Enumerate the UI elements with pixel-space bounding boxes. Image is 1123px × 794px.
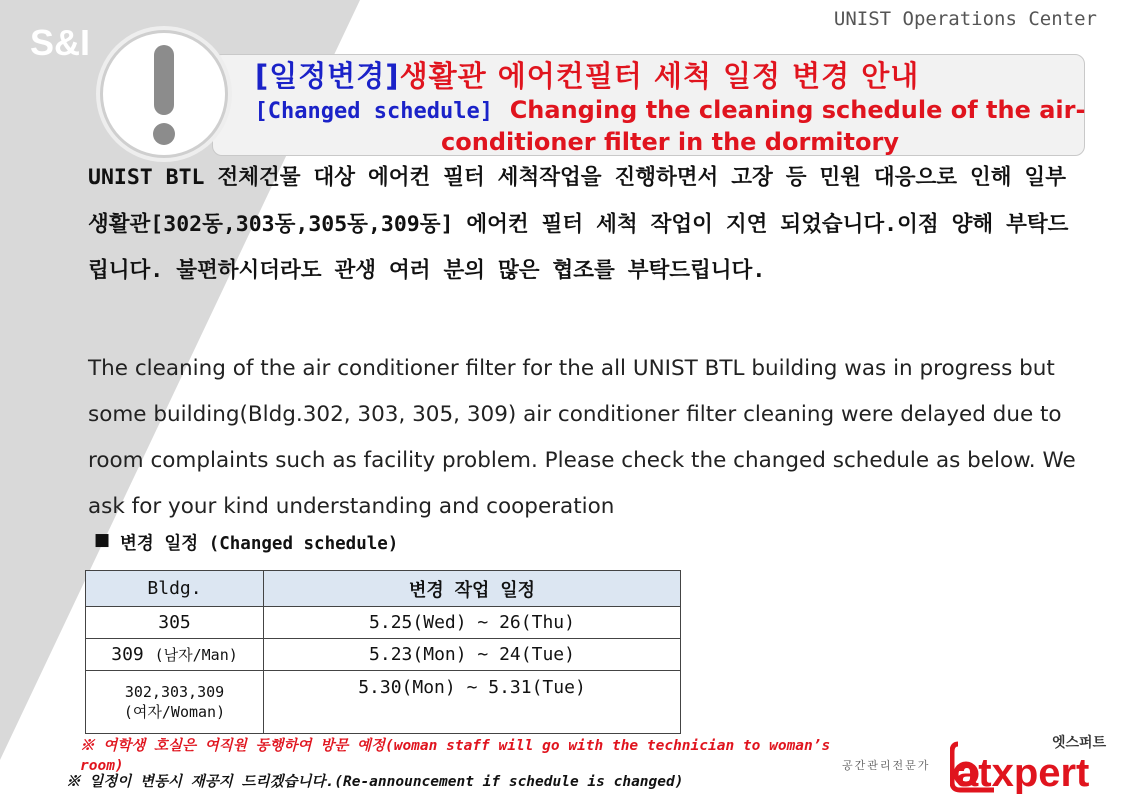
page-title-korean — [255, 54, 1055, 95]
table-header-row — [86, 571, 681, 607]
exclamation-icon — [100, 30, 228, 158]
bldg-cell — [86, 671, 264, 734]
square-bullet-icon: ■ — [94, 530, 111, 550]
table-row — [86, 639, 681, 671]
schedule-cell: 5.30(Mon) ~ 5.31(Tue) — [264, 671, 681, 734]
schedule-cell: 5.25(Wed) ~ 26(Thu) — [264, 607, 681, 639]
notice-body-korean: UNIST BTL 전체건물 대상 에어컨 필터 세척작업을 진행하면서 고장 등 민원 대응으로 인해 일부 생활관[302동,303동,305동,309동] 에어컨 필터 세척 작업이 지연 되었습니다.이점 양해 부탁드립니다. 불편하시더라도 관생 여러 분의 많은 협조를 부탁드립니다. — [88, 165, 1069, 283]
bldg-number: 305 — [158, 612, 191, 633]
company-tagline: 공간관리전문가 — [842, 759, 931, 772]
title-tag-english: [Changed schedule] — [254, 99, 493, 124]
title-tag-korean: [일정변경] — [255, 59, 400, 93]
bldg-number: 302,303,309 — [124, 682, 225, 701]
note-reannouncement: ※ 일정이 변동시 재공지 드리겠습니다.(Re-announcement if schedule is changed) — [66, 774, 684, 790]
schedule-cell: 5.23(Mon) ~ 24(Tue) — [264, 639, 681, 671]
page-title-english — [245, 95, 1095, 158]
title-main-korean: 생활관 에어컨필터 세척 일정 변경 안내 — [399, 59, 920, 93]
bldg-number: 309 — [111, 644, 144, 665]
bldg-gender: (남자/Man) — [154, 646, 238, 664]
company-name-korean: 엣스퍼트 — [1052, 735, 1107, 751]
atxpert-logo — [950, 730, 1115, 794]
note-woman-staff: ※ 여학생 호실은 여직원 동행하여 방문 예정(woman staff will go with the technician to woman’s room) — [80, 738, 831, 774]
table-row — [86, 607, 681, 639]
logo-wordmark: atxpert — [956, 751, 1090, 794]
column-header-bldg: Bldg. — [86, 571, 264, 607]
section-heading: 변경 일정 (Changed schedule) — [120, 534, 399, 554]
notice-body-english: The cleaning of the air conditioner filter for the all UNIST BTL building was in progress but some building(Bldg.302, 303, 305, 309) air conditioner filter cleaning were delayed due to room complaints such as facility problem. Please check the changed schedule as below. We ask for your kind understanding and cooperation — [88, 356, 1076, 519]
column-header-schedule: 변경 작업 일정 — [264, 571, 681, 607]
org-name: UNIST Operations Center — [833, 8, 1097, 30]
schedule-table — [85, 570, 681, 734]
bldg-gender: (여자/Woman) — [123, 702, 226, 721]
bldg-cell — [86, 639, 264, 671]
brand-logo: S&I — [30, 22, 91, 63]
bldg-cell — [86, 607, 264, 639]
table-row — [86, 671, 681, 734]
title-main-english: Changing the cleaning schedule of the air-conditioner filter in the dormitory — [441, 96, 1086, 156]
